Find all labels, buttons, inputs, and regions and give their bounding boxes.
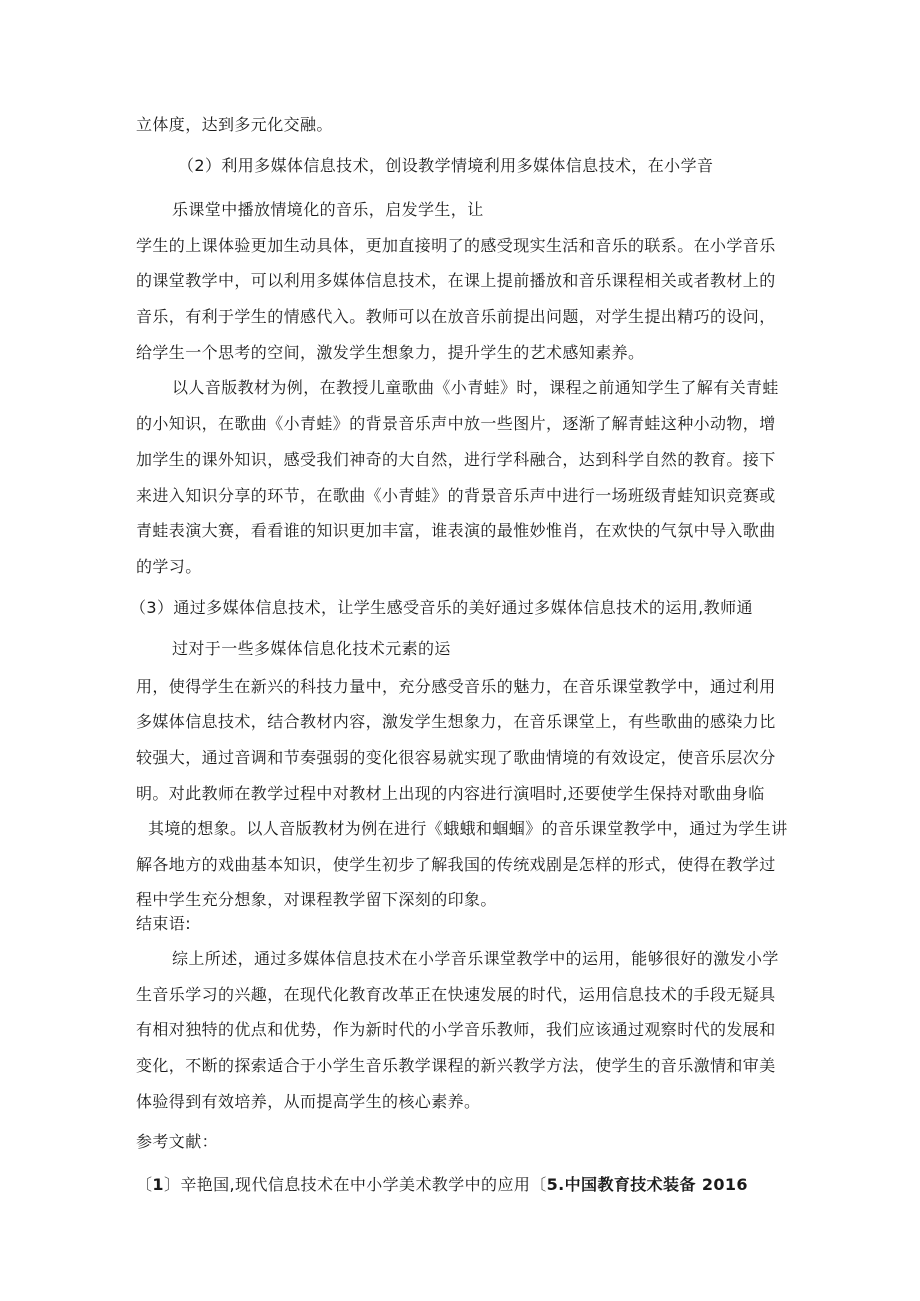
text-line: 其境的想象。以人音版教材为例在进行《蛾蛾和蝈蝈》的音乐课堂教学中，通过为学生讲 <box>148 819 788 838</box>
text-line: 过对于一些多媒体信息化技术元素的运 <box>172 639 451 658</box>
text-line: 的学习。 <box>136 557 202 576</box>
text-line: 的小知识，在歌曲《小青蛙》的背景音乐声中放一些图片，逐渐了解青蛙这种小动物，增 <box>136 414 776 433</box>
section-heading-2: （2）利用多媒体信息技术，创设教学情境利用多媒体信息技术，在小学音 <box>178 156 714 175</box>
text-line: 来进入知识分享的环节，在歌曲《小青蛙》的背景音乐声中进行一场班级青蛙知识竞赛或 <box>136 486 776 505</box>
references-heading: 参考文献： <box>136 1132 219 1151</box>
text-line: 解各地方的戏曲基本知识，使学生初步了解我国的传统戏剧是怎样的形式，使得在教学过 <box>136 855 776 874</box>
text-line: 综上所述，通过多媒体信息技术在小学音乐课堂教学中的运用，能够很好的激发小学 <box>172 949 779 968</box>
text-line: 青蛙表演大赛，看看谁的知识更加丰富，谁表演的最惟妙惟肖，在欢快的气氛中导入歌曲 <box>136 521 776 540</box>
text-line: 给学生一个思考的空间，激发学生想象力，提升学生的艺术感知素养。 <box>136 343 645 362</box>
text-line: 用，使得学生在新兴的科技力量中，充分感受音乐的魅力，在音乐课堂教学中，通过利用 <box>136 677 776 696</box>
reference-text: 〕辛艳国,现代信息技术在中小学美术教学中的应用〔 <box>163 1175 547 1194</box>
text-line: 较强大，通过音调和节奏强弱的变化很容易就实现了歌曲情境的有效设定，使音乐层次分 <box>136 748 776 767</box>
text-line: 程中学生充分想象，对课程教学留下深刻的印象。 <box>136 890 497 909</box>
text-line: 乐课堂中播放情境化的音乐，启发学生，让 <box>172 200 484 219</box>
text-line: 立体度，达到多元化交融。 <box>136 115 333 134</box>
text-line: 生音乐学习的兴趣，在现代化教育改革正在快速发展的时代，运用信息技术的手段无疑具 <box>136 985 776 1004</box>
reference-bracket: 〔 <box>136 1175 153 1194</box>
text-line: 有相对独特的优点和优势，作为新时代的小学音乐教师，我们应该通过观察时代的发展和 <box>136 1020 776 1039</box>
text-line: 的课堂教学中，可以利用多媒体信息技术，在课上提前播放和音乐课程相关或者教材上的 <box>136 271 776 290</box>
text-line: 音乐，有利于学生的情感代入。教师可以在放音乐前提出问题，对学生提出精巧的设问， <box>136 307 776 326</box>
text-line: 体验得到有效培养，从而提高学生的核心素养。 <box>136 1092 481 1111</box>
reference-number: 1 <box>152 1175 164 1194</box>
text-line: 学生的上课体验更加生动具体，更加直接明了的感受现实生活和音乐的联系。在小学音乐 <box>136 236 776 255</box>
conclusion-heading: 结束语: <box>136 914 191 933</box>
section-heading-3: （3）通过多媒体信息技术，让学生感受音乐的美好通过多媒体信息技术的运用,教师通 <box>130 598 753 617</box>
reference-tail: 5.中国教育技术装备 2016 <box>546 1175 748 1194</box>
text-line: 以人音版教材为例，在教授儿童歌曲《小青蛙》时，课程之前通知学生了解有关青蛙 <box>172 378 779 397</box>
reference-item <box>136 1174 748 1196</box>
text-line: 明。对此教师在教学过程中对教材上出现的内容进行演唱时,还要使学生保持对歌曲身临 <box>136 784 765 803</box>
text-line: 变化，不断的探索适合于小学生音乐教学课程的新兴教学方法，使学生的音乐激情和审美 <box>136 1056 776 1075</box>
text-line: 加学生的课外知识，感受我们神奇的大自然，进行学科融合，达到科学自然的教育。接下 <box>136 450 776 469</box>
text-line: 多媒体信息技术，结合教材内容，激发学生想象力，在音乐课堂上，有些歌曲的感染力比 <box>136 712 776 731</box>
